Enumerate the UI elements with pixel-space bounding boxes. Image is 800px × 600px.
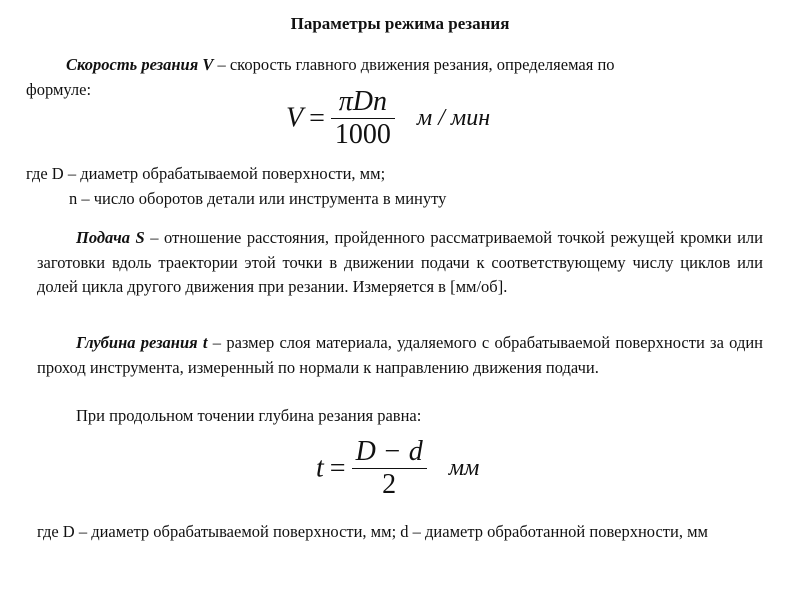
depth-formula: [316, 436, 479, 501]
formula-lhs: V: [286, 102, 304, 134]
speed-where-line1: где D – диаметр обрабатываемой поверхности, мм;: [26, 164, 386, 183]
formula-fraction: [331, 86, 395, 151]
formula-unit: мм: [448, 455, 480, 481]
formula-equals: =: [309, 102, 325, 134]
formula-denominator: 1000: [334, 119, 391, 150]
formula-lhs: t: [316, 452, 324, 484]
feed-text: – отношение расстояния, пройденного рассматриваемой точкой режущей кромки или заготовки вдоль траектории этой точки в движении подачи к соответствующему числу циклов или долей цикла другого движения при резании. Измеряется в [мм/об].: [37, 228, 763, 296]
formula-equals: =: [329, 452, 346, 484]
speed-text-line1: – скорость главного движения резания, определяемая по: [213, 55, 615, 74]
depth-term: Глубина резания t: [76, 333, 208, 352]
feed-term: Подача S: [76, 228, 145, 247]
page-title: Параметры режима резания: [290, 14, 510, 33]
depth-where-text: где D – диаметр обрабатываемой поверхности, мм; d – диаметр обработанной поверхности, мм: [37, 522, 708, 541]
speed-text-line2: формуле:: [26, 80, 92, 99]
formula-fraction: [352, 436, 427, 501]
depth-paragraph: [37, 331, 763, 380]
depth-text: – размер слоя материала, удаляемого с обрабатываемой поверхности за один проход инструмента, измеренный по нормали к направлению движения подачи.: [37, 333, 763, 377]
formula-numerator: D − d: [352, 436, 427, 469]
speed-formula: [286, 86, 490, 151]
formula-denominator: 2: [382, 469, 397, 500]
speed-where-line2: n – число оборотов детали или инструмента в минуту: [69, 189, 447, 208]
depth-turning-line: При продольном точении глубина резания равна:: [76, 406, 422, 425]
formula-numerator: πDn: [331, 86, 395, 119]
speed-term: Скорость резания V: [66, 55, 214, 74]
feed-paragraph: [37, 226, 763, 300]
formula-unit: м / мин: [416, 105, 491, 131]
speed-paragraph: [26, 53, 761, 78]
